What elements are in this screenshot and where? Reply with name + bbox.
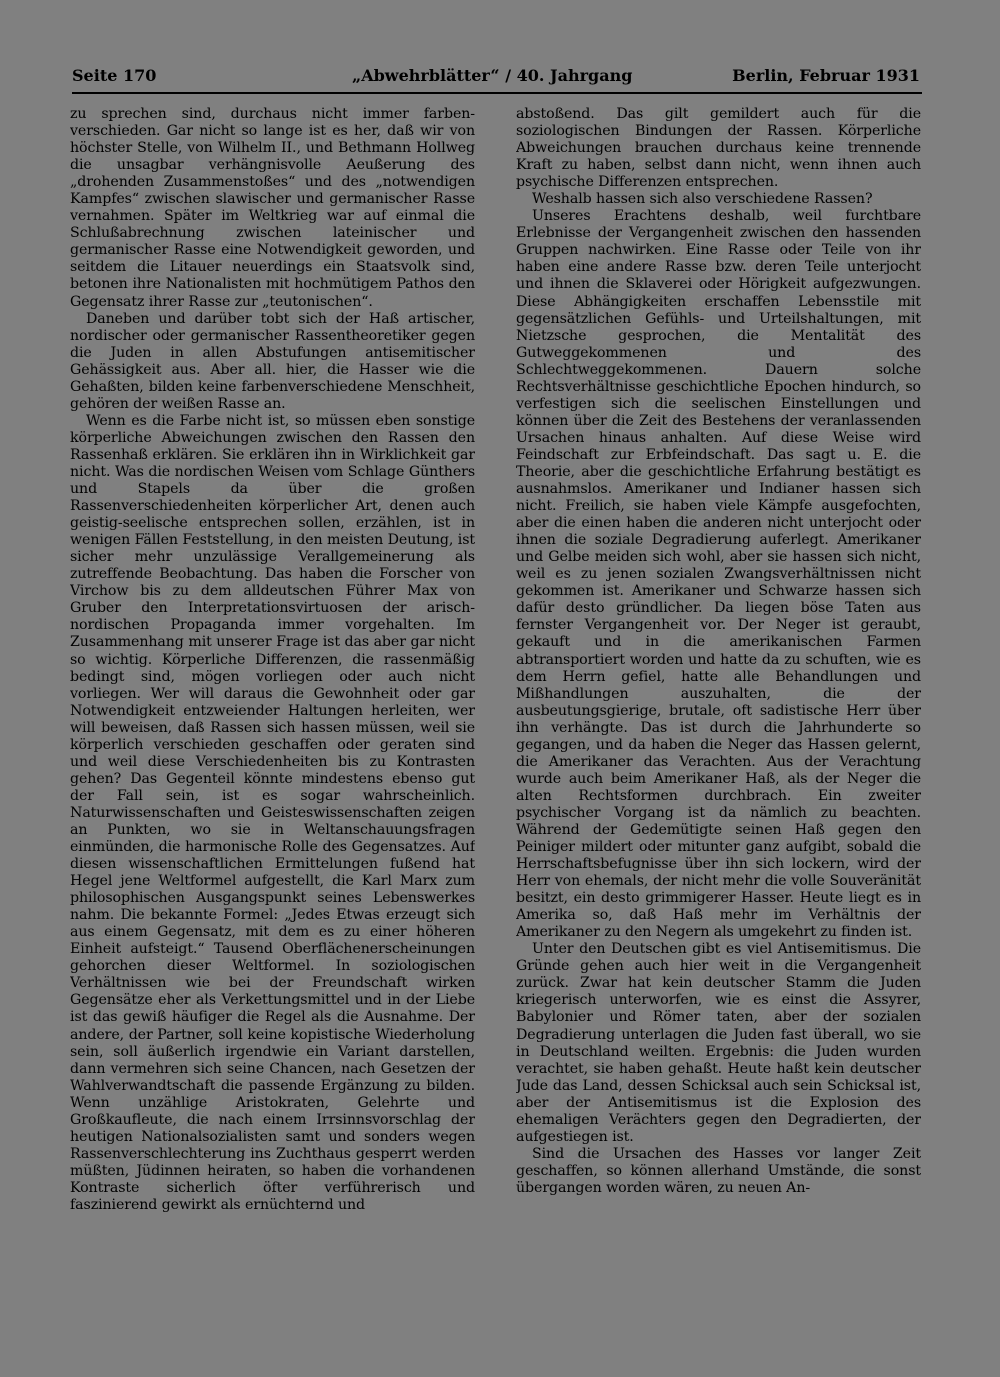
paragraph: Sind die Ursachen des Hasses vor langer Zeit geschaffen, so können allerhand Umstände, die sonst übergangen worden wären, zu neuen An- bbox=[516, 1145, 921, 1196]
page-number: Seite 170 bbox=[72, 66, 157, 85]
right-column bbox=[516, 106, 921, 1316]
place-date: Berlin, Februar 1931 bbox=[732, 66, 920, 85]
header-rule bbox=[72, 92, 922, 94]
paragraph: Wenn es die Farbe nicht ist, so müssen eben sonstige körperliche Abweichungen zwischen den Rassen den Rassenhaß erklären. Sie erklären ihn in Wirklichkeit gar nicht. Was die nordischen Weisen vom Schlage Günthers und Stapels da über die großen Rassenverschiedenheiten körperlicher Art, denen auch geistig-seelische entsprechen sollen, erzählen, ist in wenigen Fällen Feststellung, in den meisten Deutung, ist sicher mehr unzulässige Verallgemeinerung als zutreffende Beobachtung. Das haben die Forscher von Virchow bis zu dem alldeutschen Führer Max von Gruber den Interpretationsvirtuosen der arisch-nordischen Propaganda immer vorgehalten. Im Zusammenhang mit unserer Frage ist das aber gar nicht so wichtig. Körperliche Differenzen, die rassenmäßig bedingt sind, mögen vorliegen oder auch nicht vorliegen. Wer will daraus die Gewohnheit oder gar Notwendigkeit entzweiender Haltungen herleiten, wer will beweisen, daß Rassen sich hassen müssen, weil sie körperlich verschieden geschaffen oder geraten sind und weil diese Verschiedenheiten bis zu Kontrasten gehen? Das Gegenteil könnte mindestens ebenso gut der Fall sein, ist es sogar wahrscheinlich. Naturwissenschaften und Geisteswissenschaften zeigen an Punkten, wo sie in Weltanschauungsfragen einmünden, die harmonische Rolle des Gegensatzes. Auf diesen wissenschaftlichen Ermittelungen fußend hat Hegel jene Weltformel aufgestellt, die Karl Marx zum philosophischen Ausgangspunkt seines Lebenswerkes nahm. Die bekannte Formel: „Jedes Etwas erzeugt sich aus einem Gegensatz, mit dem es zu einer höheren Einheit aufsteigt.“ Tausend Oberflächenerscheinungen gehorchen dieser Weltformel. In soziologischen Verhältnissen wie bei der Freundschaft wirken Gegensätze eher als Verkettungsmittel und in der Liebe ist das gewiß häufiger die Regel als die Ausnahme. Der andere, der Partner, soll keine kopistische Wiederholung sein, soll äußerlich irgendwie ein Variant darstellen, dann vermehren sich seine Chancen, nach Gesetzen der Wahlverwandtschaft die passende Ergänzung zu bilden. Wenn unzählige Aristokraten, Gelehrte und Großkaufleute, die nach einem Irrsinnsvorschlag der heutigen Nationalsozialisten samt und sonders wegen Rassenverschlechterung ins Zuchthaus gesperrt werden müßten, Jüdinnen heiraten, so haben die vorhandenen Kontraste sicherlich öfter verführerisch und faszinierend gewirkt als ernüchternd und bbox=[70, 412, 475, 1213]
paragraph: Weshalb hassen sich also verschiedene Rassen? bbox=[532, 191, 873, 208]
left-column bbox=[70, 106, 475, 1316]
journal-title: „Abwehrblätter“ / 40. Jahrgang bbox=[352, 66, 633, 85]
paragraph: zu sprechen sind, durchaus nicht immer farben-verschieden. Gar nicht so lange ist es her, daß wir von höchster Stelle, von Wilhelm II., und Bethmann Hollweg die unsagbar verhängnisvolle Aeußerung des „drohenden Zusammenstoßes“ und des „notwendigen Kampfes“ zwischen slawischer und germanischer Rasse vernahmen. Später im Weltkrieg war auf einmal die Schlußabrechnung zwischen lateinischer und germanischer Rasse eine Notwendigkeit geworden, und seitdem die Litauer neuerdings ein Staatsvolk sind, betonen ihre Nationalisten mit hochmütigem Pathos den Gegensatz ihrer Rasse zur „teutonischen“. bbox=[70, 106, 475, 310]
page-header bbox=[72, 66, 920, 94]
paragraph: Unseres Erachtens deshalb, weil furchtbare Erlebnisse der Vergangenheit zwischen den hassenden Gruppen nachwirken. Eine Rasse oder Teile von ihr haben eine andere Rasse bzw. deren Teile unterjocht und ihnen die Sklaverei oder Hörigkeit aufgezwungen. Diese Abhängigkeiten erschaffen Lebensstile mit gegensätzlichen Gefühls- und Urteilshaltungen, mit Nietzsche gesprochen, die Mentalität des Gutweggekommenen und des Schlechtweggekommenen. Dauern solche Rechtsverhältnisse geschichtliche Epochen hindurch, so verfestigen sich die seelischen Einstellungen und können über die Zeit des Bestehens der veranlassenden Ursachen hinaus anhalten. Auf diese Weise wird Feindschaft zur Erbfeindschaft. Das sagt u. E. die Theorie, aber die geschichtliche Erfahrung bestätigt es ausnahmslos. Amerikaner und Indianer hassen sich nicht. Freilich, sie haben viele Kämpfe ausgefochten, aber die einen haben die anderen nicht unterjocht oder ihnen die soziale Degradierung auferlegt. Amerikaner und Gelbe meiden sich wohl, aber sie hassen sich nicht, weil es zu jenen sozialen Zwangsverhältnissen nicht gekommen ist. Amerikaner und Schwarze hassen sich dafür desto gründlicher. Da liegen böse Taten aus fernster Vergangenheit vor. Der Neger ist geraubt, gekauft und in die amerikanischen Farmen abtransportiert worden und hatte da zu schuften, wie es dem Herrn gefiel, hatte alle Behandlungen und Mißhandlungen auszuhalten, die der ausbeutungsgierige, brutale, oft sadistische Herr über ihn verhängte. Das ist durch die Jahrhunderte so gegangen, und da haben die Neger das Hassen gelernt, die Amerikaner das Verachten. Aus der Verachtung wurde auch beim Amerikaner Haß, als der Neger die alten Rechtsformen durchbrach. Ein zweiter psychischer Vorgang ist da nämlich zu beachten. Während der Gedemütigte seinen Haß gegen den Peiniger mildert oder mitunter ganz aufgibt, sobald die Herrschaftsbefugnisse über ihn sich lockern, wird der Herr von ehemals, der nicht mehr die volle Souveränität besitzt, ein desto grimmigerer Hasser. Heute liegt es in Amerika so, daß Haß mehr im Verhältnis der Amerikaner zu den Negern als umgekehrt zu finden ist. bbox=[516, 208, 921, 941]
paragraph: abstoßend. Das gilt gemildert auch für die soziologischen Bindungen der Rassen. Körperliche Abweichungen brauchen durchaus keine trennende Kraft zu haben, selbst dann nicht, wenn ihnen auch psychische Differenzen entsprechen. bbox=[516, 106, 921, 191]
paragraph: Daneben und darüber tobt sich der Haß artischer, nordischer oder germanischer Rassentheoretiker gegen die Juden in allen Abstufungen antisemitischer Gehässigkeit aus. Aber all. hier, die Hasser wie die Gehaßten, bilden keine farbenverschiedene Menschheit, gehören der weißen Rasse an. bbox=[70, 310, 475, 412]
paragraph: Unter den Deutschen gibt es viel Antisemitismus. Die Gründe gehen auch hier weit in die Vergangenheit zurück. Zwar hat kein deutscher Stamm die Juden kriegerisch unterworfen, wie es einst die Assyrer, Babylonier und Römer taten, aber der sozialen Degradierung unterlagen die Juden fast überall, wo sie in Deutschland weilten. Ergebnis: die Juden wurden verachtet, sie haben gehaßt. Heute haßt kein deutscher Jude das Land, dessen Schicksal auch sein Schicksal ist, aber der Antisemitismus ist die Explosion des ehemaligen Verächters gegen den Degradierten, der aufgestiegen ist. bbox=[516, 941, 921, 1145]
